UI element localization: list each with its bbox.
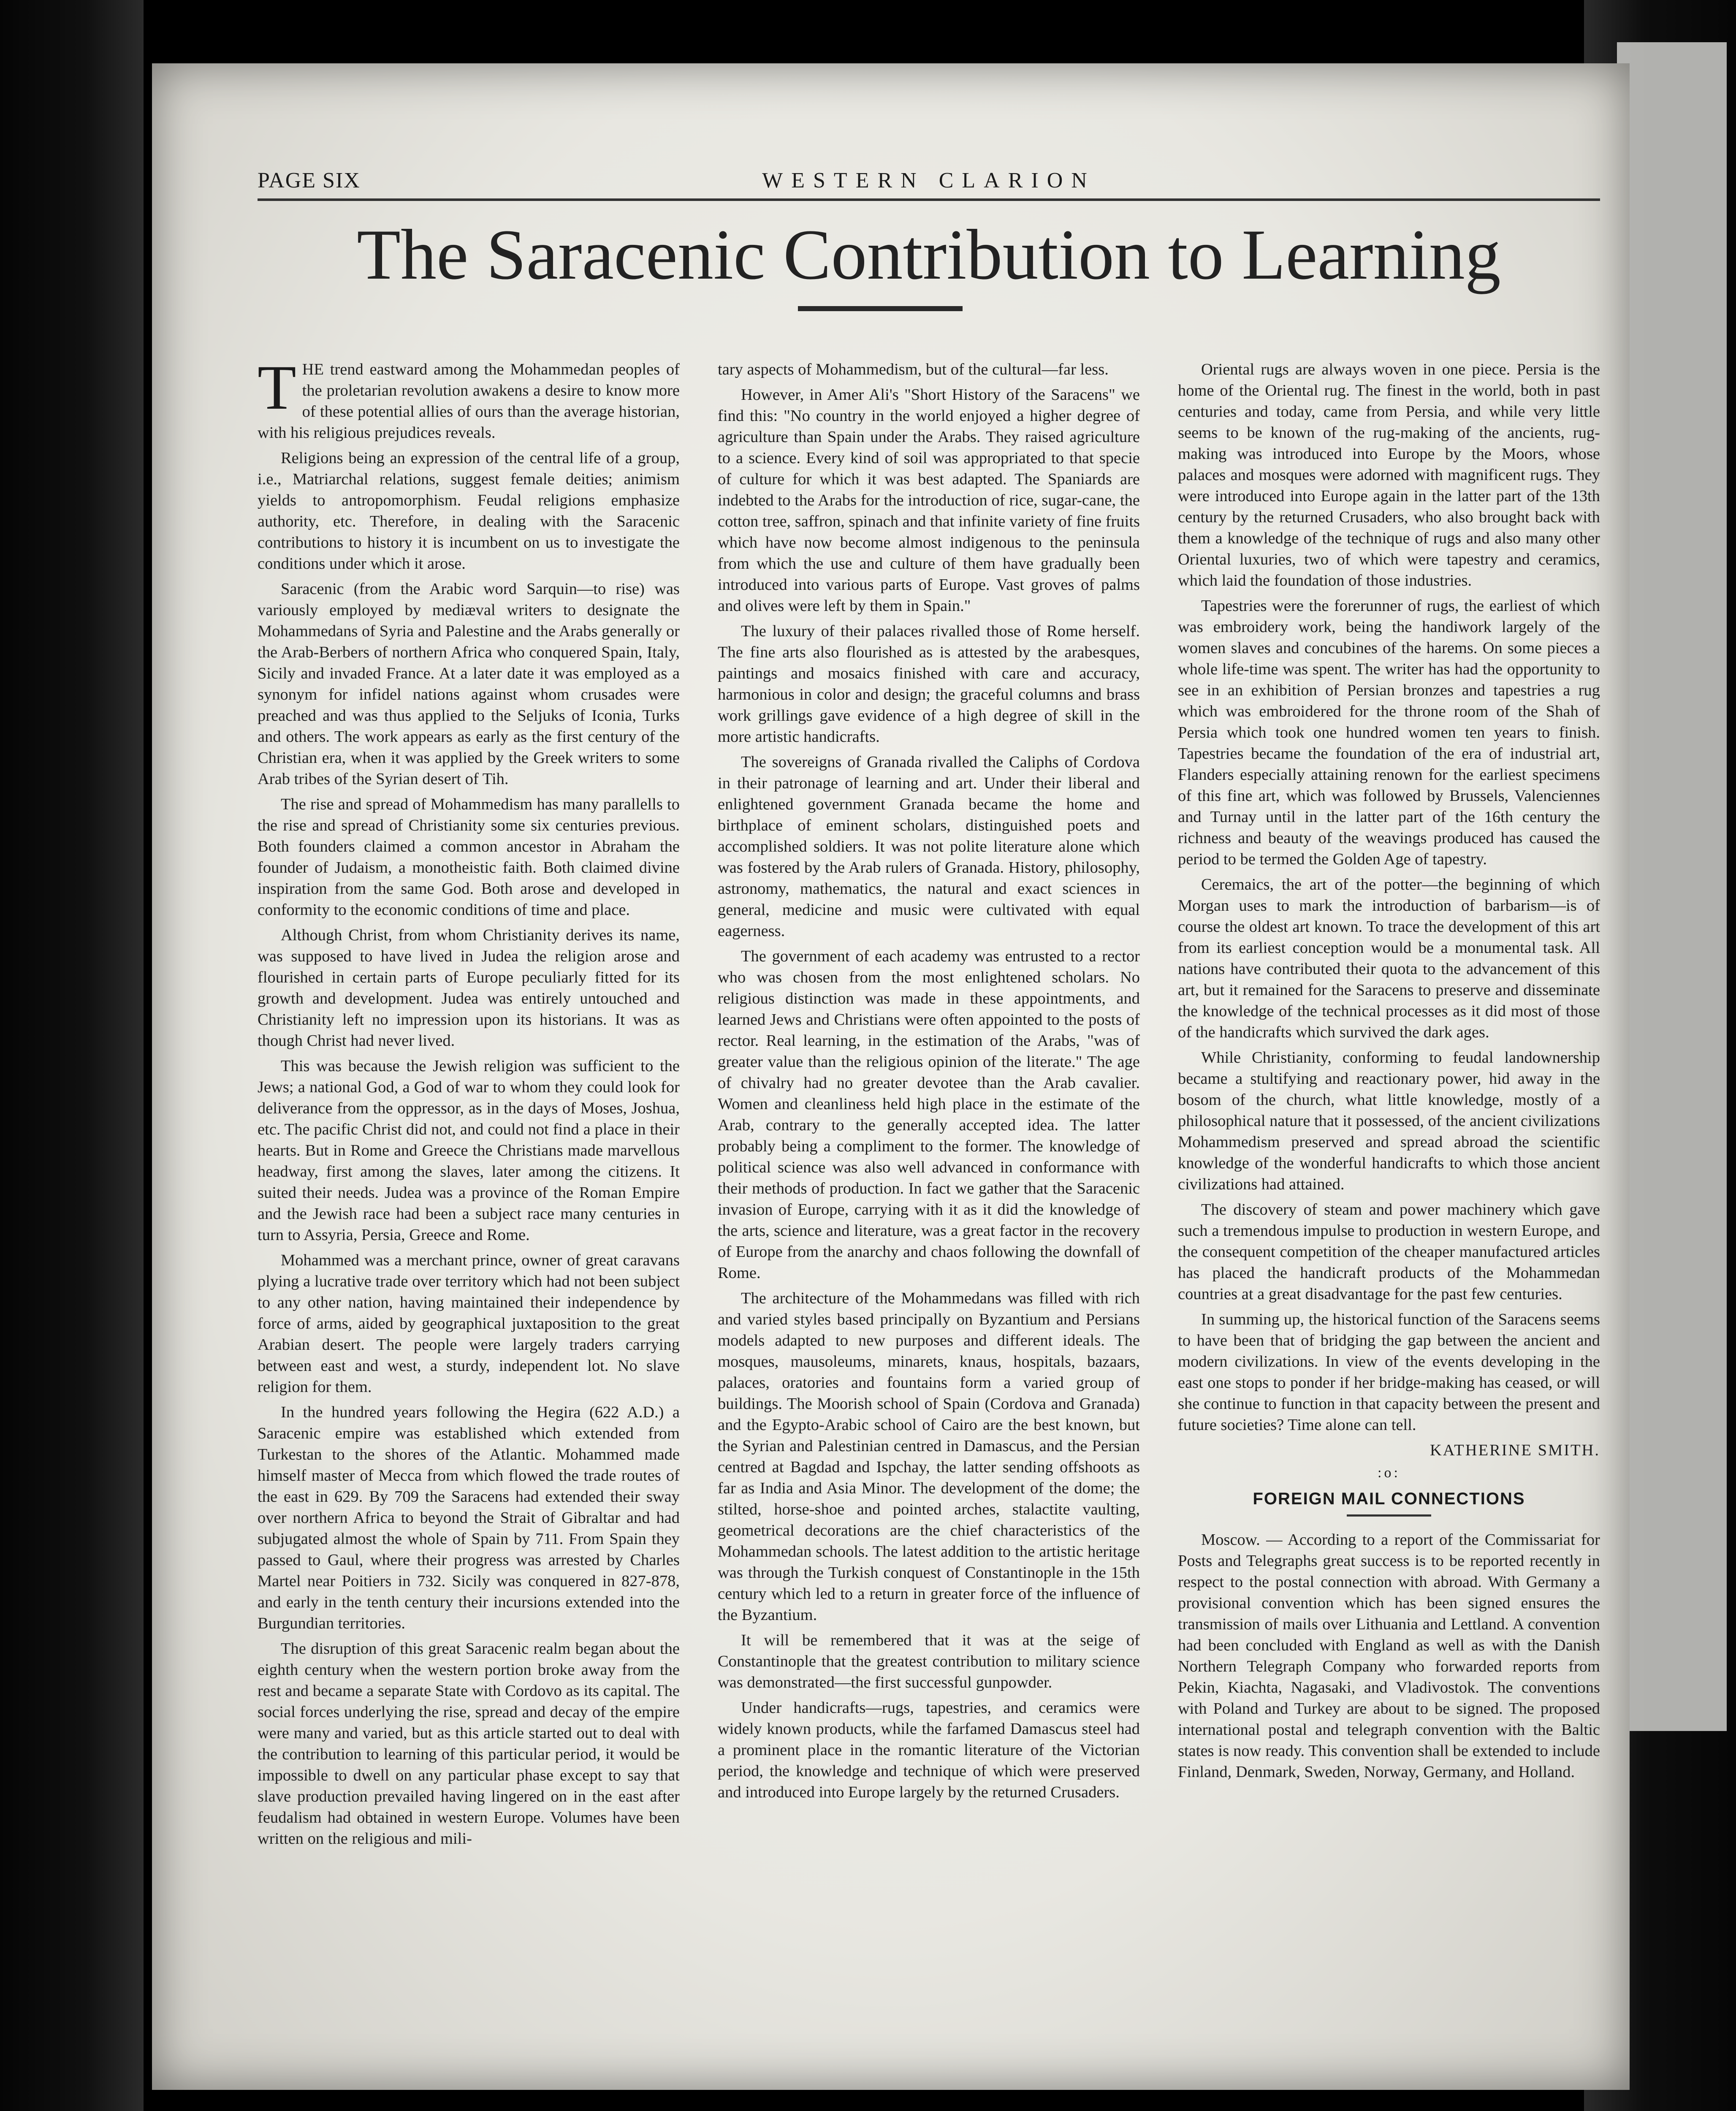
paragraph: However, in Amer Ali's "Short History of the Saracens" we find this: "No country in the world enjoyed a higher degree of agriculture than Spain under the Arabs. They raised agriculture to a science. Every kind of soil was appropriated to that specie of culture for which it was best adapted. The Spaniards are indebted to the Arabs for the introduction of rice, sugar-cane, the cotton tree, saffron, spinach and that infinite variety of fine fruits which have now become almost indigenous to the peninsula from which the use and culture of them have gradually been introduced into various parts of Europe. Vast groves of palms and olives were left by them in Spain.": [718, 386, 1140, 615]
paragraph: Saracenic (from the Arabic word Sarquin—to rise) was variously employed by mediæval writers to designate the Mohammedans of Syria and Palestine and the Arabs generally or the Arab-Berbers of northern Africa who conquered Spain, Italy, Sicily and invaded France. At a later date it was employed as a synonym for infidel nations against whom crusades were preached and was thus applied to the Seljuks of Iconia, Turks and others. The work appears as early as the first century of the Christian era, when it was applied by the Greek writers to some Arab tribes of the Syrian desert of Tih.: [258, 580, 680, 788]
paragraph: Ceremaics, the art of the potter—the beginning of which Morgan uses to mark the introduction of barbarism—is of course the oldest art known. To trace the development of this art from its earliest conception would be a monumental task. All nations have contributed their quota to the advancement of this art, but it remained for the Saracens to preserve and disseminate the knowledge of the technical processes as it did most of those of the handicrafts which survived the dark ages.: [1178, 876, 1600, 1041]
paragraph: The architecture of the Mohammedans was filled with rich and varied styles based principally on Byzantium and Persians models adapted to new purposes and different ideals. The mosques, mausoleums, minarets, knaus, hospitals, bazaars, palaces, oratories and fountains form a varied group of buildings. The Moorish school of Spain (Cordova and Granada) and the Egypto-Arabic school of Cairo are the best known, but the Syrian and Palestinian centred in Damascus, and the Persian centred at Bagdad and Ispchay, the latter sending offshoots as far as India and Asia Minor. The development of the dome; the stilted, horse-shoe and pointed arches, stalactite vaulting, geometrical decorations are the chief characteristics of the Mohammedan schools. The latest addition to the artistic heritage was through the Turkish conquest of Constantinople in the 15th century which led to a return in greater force of the influence of the Byzantium.: [718, 1289, 1140, 1624]
film-edge-left: [0, 0, 144, 2111]
paragraph: Mohammed was a merchant prince, owner of great caravans plying a lucrative trade over territory which had not been subject to any other nation, having maintained their independence by force of arms, aided by geographical juxtaposition to the great Arabian desert. The people were largely traders carrying between east and west, a sturdy, independent lot. No slave religion for them.: [258, 1251, 680, 1396]
masthead: [258, 165, 1600, 201]
headline-rule: [798, 306, 963, 311]
paragraph: The discovery of steam and power machinery which gave such a tremendous impulse to production in western Europe, and the consequent competition of the cheaper manufactured articles has placed the handicraft products of the Mohammedan countries at a great disadvantage for the past few centuries.: [1178, 1201, 1600, 1303]
paragraph: It will be remembered that it was at the seige of Constantinople that the greatest contribution to military science was demonstrated—the first successful gunpowder.: [718, 1631, 1140, 1691]
paragraph: Under handicrafts—rugs, tapestries, and ceramics were widely known products, while the farfamed Damascus steel had a prominent place in the romantic literature of the Victorian period, the knowledge and technique of which were preserved and introduced into Europe largely by the returned Crusaders.: [718, 1699, 1140, 1801]
newspaper-page: [152, 63, 1630, 2090]
paragraph: While Christianity, conforming to feudal landownership became a stultifying and reactionary power, hid away in the bosom of the church, what little knowledge, mostly of a philosophical nature that it possessed, of the ancient civilizations Mohammedism preserved and spread abroad the scientific knowledge of the wonderful handicrafts to which those ancient civilizations had attained.: [1178, 1049, 1600, 1193]
paragraph: The rise and spread of Mohammedism has many parallells to the rise and spread of Christianity some six centuries previous. Both founders claimed a common ancestor in Abraham the founder of Judaism, a monotheistic faith. Both claimed divine inspiration from the same God. Both arose and developed in conformity to the economic conditions of time and place.: [258, 795, 680, 919]
section-divider: :o:: [1378, 1465, 1400, 1481]
section-rule: [1347, 1514, 1431, 1517]
article-columns: [258, 359, 1600, 2039]
newspaper-name: WESTERN CLARION: [762, 168, 1096, 193]
paragraph: The disruption of this great Saracenic realm began about the eighth century when the western portion broke away from the rest and became a separate State with Cordovo as its capital. The social forces underlying the rise, spread and decay of the empire were many and varied, but as this article started out to deal with the contribution to learning of this particular period, it would be impossible to dwell on any particular phase except to say that slave production prevailed having lingered on in the east after feudalism had obtained in western Europe. Volumes have been written on the religious and mili-: [258, 1640, 680, 1848]
paragraph: tary aspects of Mohammedism, but of the cultural—far less.: [718, 361, 1109, 378]
author-name: KATHERINE SMITH.: [1429, 1441, 1600, 1459]
paragraph: The sovereigns of Granada rivalled the Caliphs of Cordova in their patronage of learning and art. Under their liberal and enlightened government Granada became the home and birthplace of eminent scholars, distinguished poets and accomplished soldiers. It was not polite literature alone which was fostered by the Arab rulers of Granada. History, philosophy, astronomy, mathematics, the natural and exact sciences in general, medicine and music were cultivated with equal eagerness.: [718, 753, 1140, 940]
column-2: [718, 359, 1140, 2039]
drop-cap: T: [258, 359, 296, 423]
paragraph: Oriental rugs are always woven in one piece. Persia is the home of the Oriental rug. The finest in the world, both in past centuries and today, came from Persia, and while very little seems to be known of the rug-making of the ancients, rug-making was introduced into Europe by the Moors, whose palaces and mosques were adorned with magnificent rugs. They were introduced into Europe again in the latter part of the 13th century by the returned Crusaders, who also brought back with them a knowledge of the technique of rugs and also many other Oriental luxuries, two of which were tapestry and ceramics, which laid the foundation of those industries.: [1178, 361, 1600, 589]
paragraph: The luxury of their palaces rivalled those of Rome herself. The fine arts also flourished as is attested by the arabesques, paintings and mosaics finished with care and accuracy, harmonious in color and design; the graceful columns and brass work grillings gave evidence of a high degree of skill in the more artistic handicrafts.: [718, 622, 1140, 746]
paragraph: Tapestries were the forerunner of rugs, the earliest of which was embroidery work, being the handiwork largely of the women slaves and concubines of the harems. On some pieces a whole life-time was spent. The writer has had the opportunity to see in an exhibition of Persian bronzes and tapestries a rug which was embroidered for the throne room of the Shah of Persia which took one hundred women ten years to finish. Tapestries became the foundation of the era of industrial art, Flanders especially attaining renown for the earliest specimens of this fine art, which was followed by Brussels, Valenciennes and Turnay until in the latter part of the 16th century the richness and beauty of the weavings produced has caused the period to be termed the Golden Age of tapestry.: [1178, 597, 1600, 868]
author-line: [1178, 1440, 1600, 1461]
article-headline: The Saracenic Contribution to Learning: [357, 215, 1501, 294]
paragraph: The government of each academy was entrusted to a rector who was chosen from the most enlightened scholars. No religious distinction was made in these appointments, and learned Jews and Christians were often appointed to the posts of rector. Real learning, in the estimation of the Arabs, "was of greater value than the religious opinion of the literate." The age of chivalry had no greater devotee than the Arab cavalier. Women and cleanliness held high place in the estimate of the Arab, contrary to the generally accepted idea. The latter probably being a compliment to the former. The knowledge of political science was also well advanced in conformance with their methods of production. In fact we gather that the Saracenic invasion of Europe, carrying with it as it did the knowledge of the arts, science and literature, was a great factor in the recovery of Europe from the anarchy and chaos following the downfall of Rome.: [718, 947, 1140, 1282]
foreign-mail-title: FOREIGN MAIL CONNECTIONS: [1253, 1490, 1525, 1508]
page-number: PAGE SIX: [258, 168, 361, 193]
column-3: [1178, 359, 1600, 2039]
paragraph: HE trend eastward among the Mohammedan peoples of the proletarian revolution awakens a desire to know more of these potential allies of ours than the average historian, with his religious prejudices reveals.: [258, 361, 680, 442]
paragraph: This was because the Jewish religion was sufficient to the Jews; a national God, a God of war to whom they could look for deliverance from the oppressor, as in the days of Moses, Joshua, etc. The pacific Christ did not, and could not find a place in their hearts. But in Rome and Greece the Christians made marvellous headway, first among the slaves, later among the citizens. It suited their needs. Judea was a province of the Roman Empire and the Jewish race had been a subject race many centuries in turn to Assyria, Persia, Greece and Rome.: [258, 1057, 680, 1244]
paragraph: In the hundred years following the Hegira (622 A.D.) a Saracenic empire was established which extended from Turkestan to the shores of the Atlantic. Mohammed made himself master of Mecca from which flowed the trade routes of the east in 629. By 709 the Saracens had extended their sway over northern Africa to beyond the Strait of Gibraltar and had subjugated almost the whole of Spain by 711. From Spain they passed to Gaul, where their progress was arrested by Charles Martel near Poitiers in 732. Sicily was conquered in 827-878, and early in the tenth century their incursions extended into the Burgundian territories.: [258, 1403, 680, 1632]
paragraph: Although Christ, from whom Christianity derives its name, was supposed to have lived in Judea the religion arose and flourished in certain parts of Europe peculiarly fitted for its growth and development. Judea was entirely untouched and Christianity left no impression upon its historians. It was as though Christ had never lived.: [258, 926, 680, 1050]
foreign-mail-text: Moscow. — According to a report of the Commissariat for Posts and Telegraphs great success is to be reported recently in respect to the postal connection with abroad. With Germany a provisional convention which has been signed ensures the transmission of mails over Lithuania and Lettland. A convention had been concluded with England as well as with the Danish Northern Telegraph Company who forwarded reports from Pekin, Kiachta, Nagasaki, and Vladivostok. The conventions with Poland and Turkey are about to be signed. The proposed international postal and telegraph convention with the Baltic states is now ready. This convention shall be extended to include Finland, Denmark, Sweden, Norway, Germany, and Holland.: [1178, 1531, 1600, 1781]
column-1: [258, 359, 680, 2039]
paragraph: In summing up, the historical function of the Saracens seems to have been that of bridging the gap between the ancient and modern civilizations. In view of the events developing in the east one stops to ponder if her bridge-making has ceased, or will she continue to function in that capacity between the present and future societies? Time alone can tell.: [1178, 1311, 1600, 1434]
paragraph: Religions being an expression of the central life of a group, i.e., Matriarchal relations, suggest female deities; animism yields to antropomorphism. Feudal religions emphasize authority, etc. Therefore, in dealing with the Saracenic contributions to history it is incumbent on us to investigate the conditions under which it arose.: [258, 449, 680, 573]
adjacent-page-strip: [1617, 42, 1727, 1731]
